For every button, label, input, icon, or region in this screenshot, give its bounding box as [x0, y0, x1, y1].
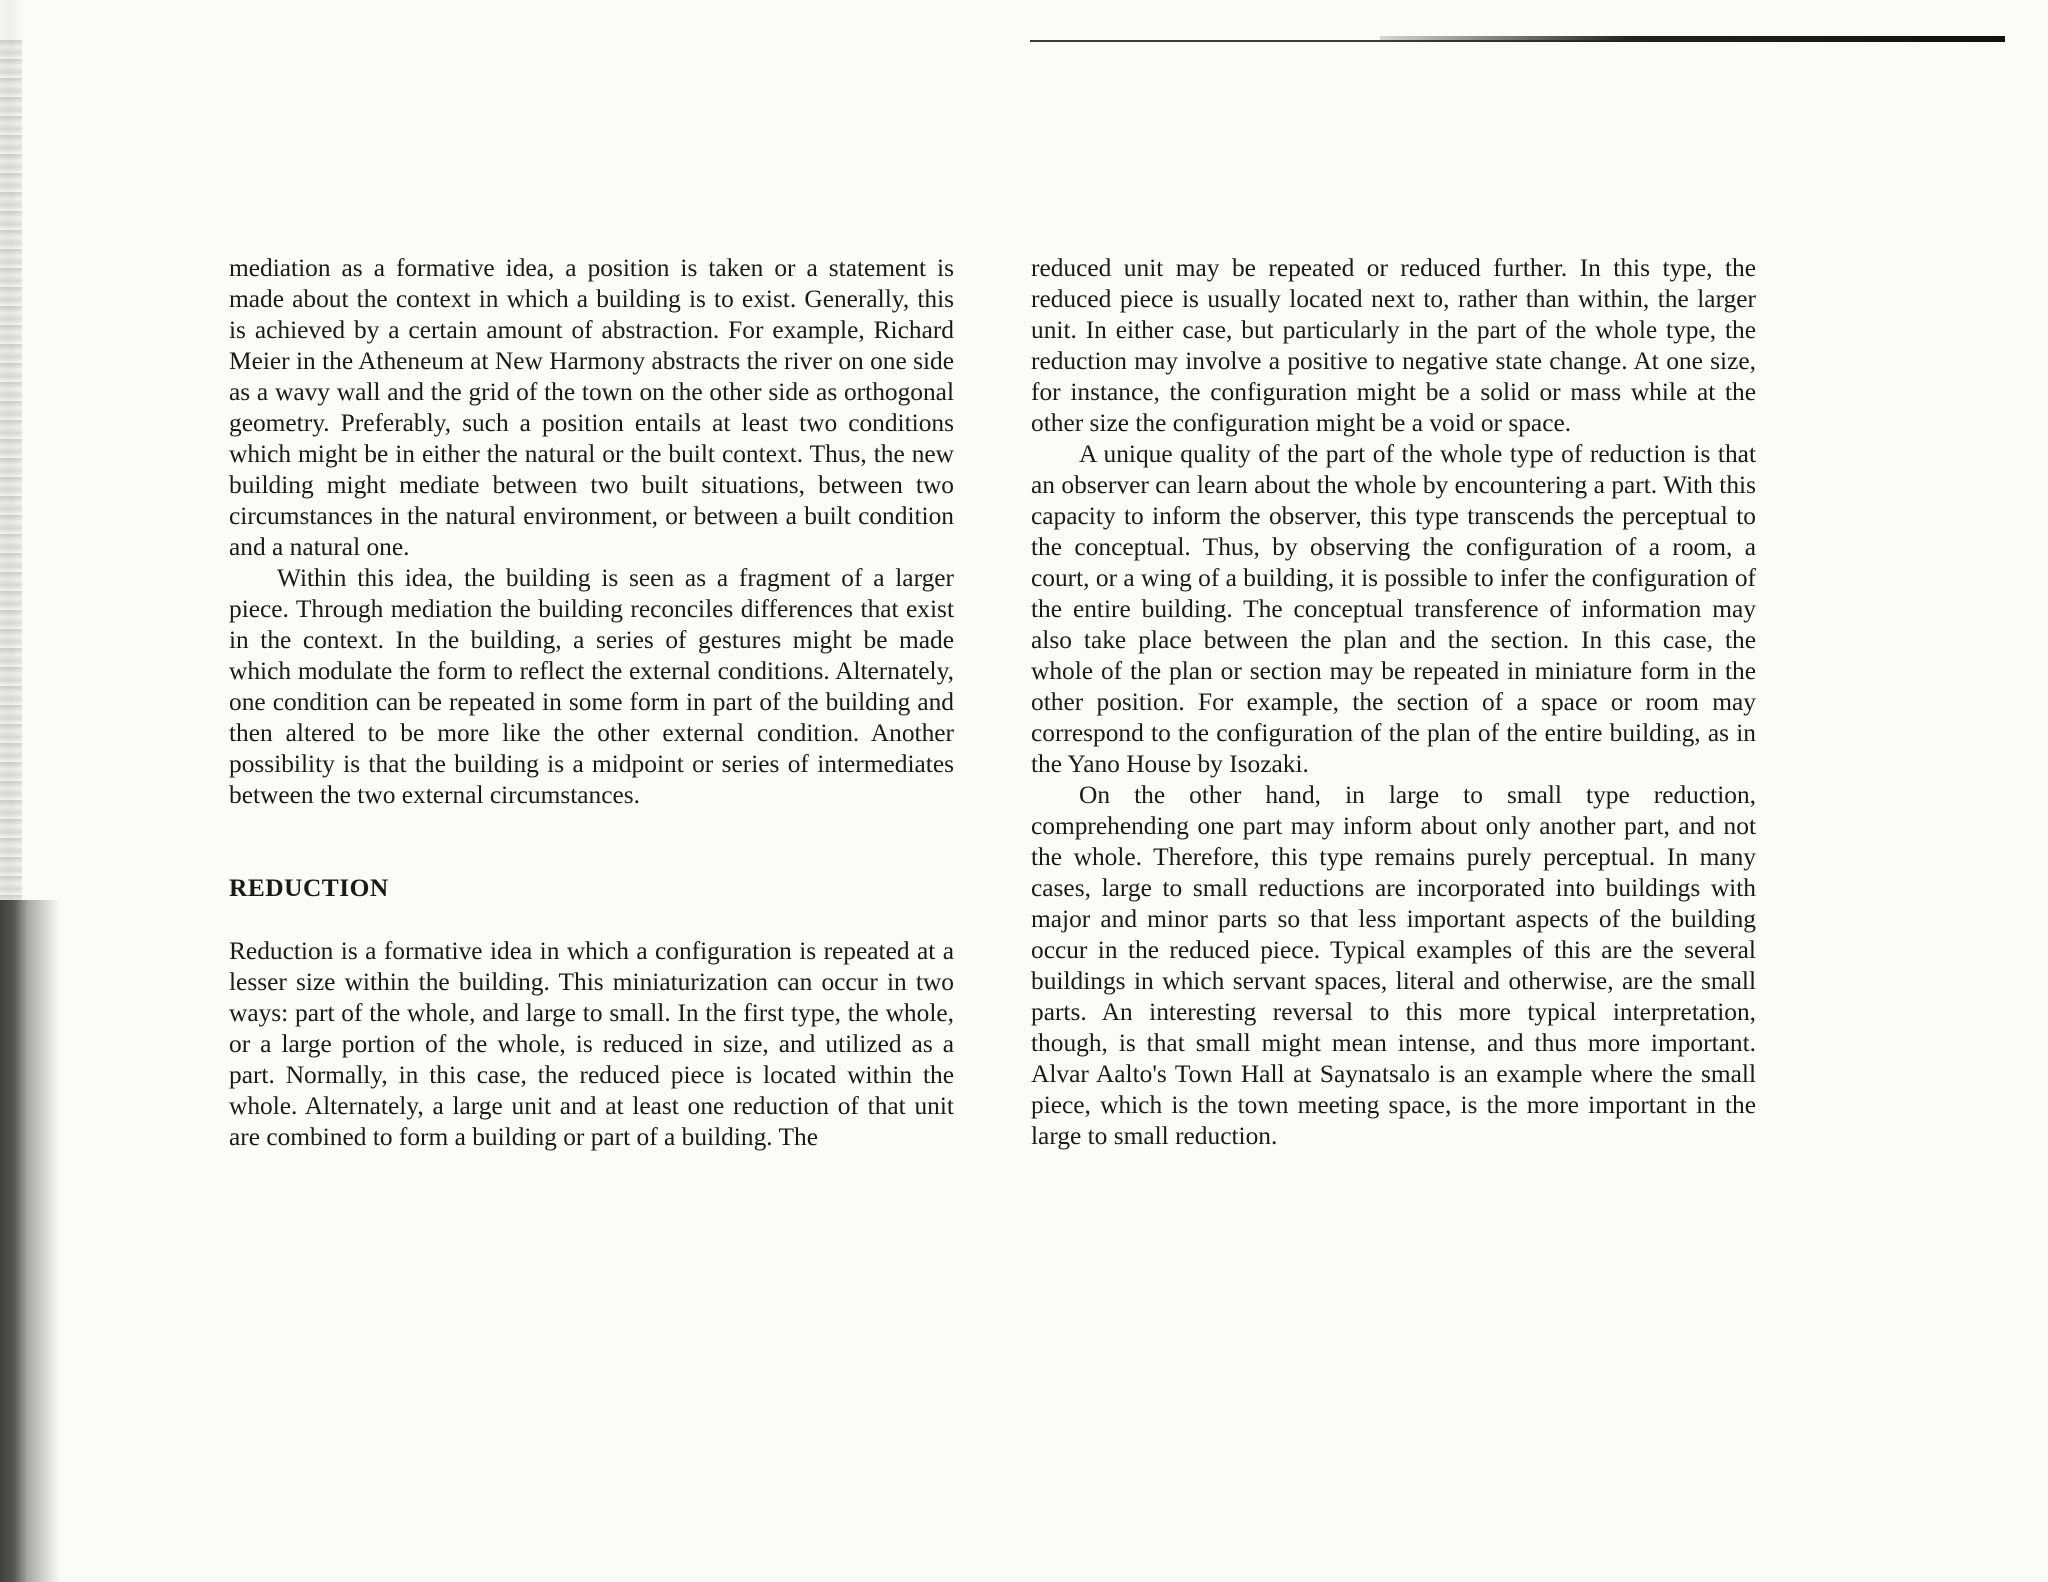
section-heading: REDUCTION: [229, 874, 389, 902]
left-paragraph-3: Reduction is a formative idea in which a configuration is repeated at a lesser size within the building. This miniaturization can occur in two ways: part of the whole, and large to small. In the first type, the whole, or a large portion of the whole, is reduced in size, and utilized as a part. Normally, in this case, the reduced piece is located within the whole. Alternately, a large unit and at least one reduction of that unit are combined to form a building or part of a building. The: [229, 937, 954, 1151]
right-column: [1031, 253, 1756, 1152]
left-paragraph-2: Within this idea, the building is seen as a fragment of a larger piece. Through mediation the building reconciles differences that exist in the context. In the building, a series of gestures might be made which modulate the form to reflect the external conditions. Alternately, one condition can be repeated in some form in part of the building and then altered to be more like the other external condition. Another possibility is that the building is a midpoint or series of intermediates between the two external circumstances.: [229, 564, 954, 809]
left-paragraph-1: mediation as a formative idea, a position is taken or a statement is made about the context in which a building is to exist. Generally, this is achieved by a certain amount of abstraction. For example, Richard Meier in the Atheneum at New Harmony abstracts the river on one side as a wavy wall and the grid of the town on the other side as orthogonal geometry. Preferably, such a position entails at least two conditions which might be in either the natural or the built context. Thus, the new building might mediate between two built situations, between two circumstances in the natural environment, or between a built condition and a natural one.: [229, 254, 954, 561]
right-paragraph-3: On the other hand, in large to small type reduction, comprehending one part may inform about only another part, and not the whole. Therefore, this type remains purely perceptual. In many cases, large to small reductions are incorporated into buildings with major and minor parts so that less important aspects of the building occur in the reduced piece. Typical examples of this are the several buildings in which servant spaces, literal and otherwise, are the small parts. An interesting reversal to this more typical interpretation, though, is that small might mean intense, and thus more important. Alvar Aalto's Town Hall at Saynatsalo is an example where the small piece, which is the town meeting space, is the more important in the large to small reduction.: [1031, 781, 1756, 1150]
right-paragraph-2: A unique quality of the part of the whole type of reduction is that an observer can learn about the whole by encountering a part. With this capacity to inform the observer, this type transcends the perceptual to the conceptual. Thus, by observing the configuration of a room, a court, or a wing of a building, it is possible to infer the configuration of the entire building. The conceptual transference of information may also take place between the plan and the section. In this case, the whole of the plan or section may be repeated in miniature form in the other position. For example, the section of a space or room may correspond to the configuration of the plan of the entire building, as in the Yano House by Isozaki.: [1031, 440, 1756, 778]
right-paragraph-1: reduced unit may be repeated or reduced further. In this type, the reduced piece is usually located next to, rather than within, the larger unit. In either case, but particularly in the part of the whole type, the reduction may involve a positive to negative state change. At one size, for instance, the configuration might be a solid or mass while at the other size the configuration might be a void or space.: [1031, 254, 1756, 437]
spine-speckle: [0, 40, 22, 900]
left-column: [229, 253, 954, 1153]
top-rule-thick: [1380, 36, 2005, 42]
spine-shadow: [0, 900, 60, 1582]
